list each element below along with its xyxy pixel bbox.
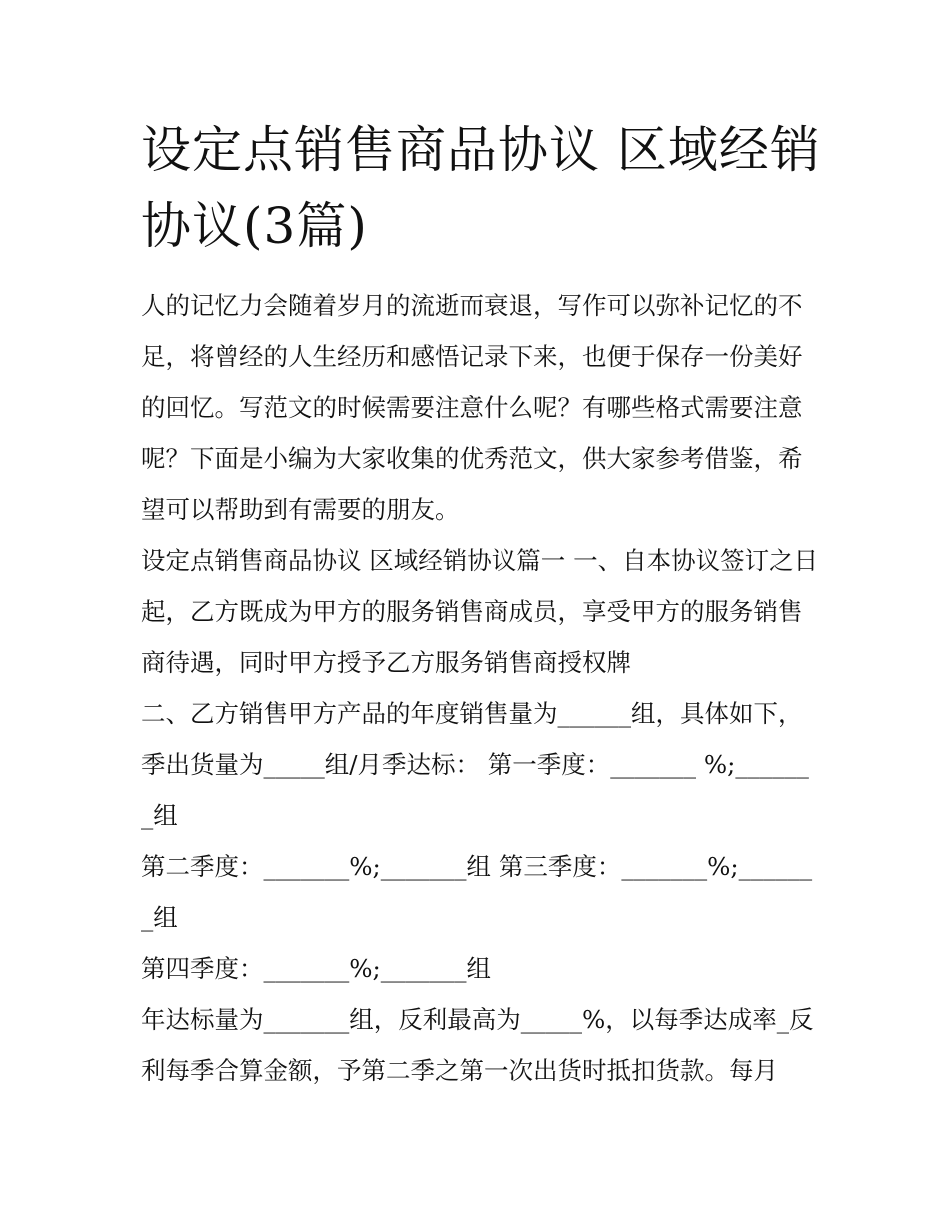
quarter-four-paragraph: 第四季度：_______%;_______组 <box>141 954 492 983</box>
quarter-two-three-paragraph: 第二季度：_______%;_______组 第三季度：_______%;_______组 <box>141 852 813 932</box>
document-title: 设定点销售商品协议 区域经销协议(3篇) <box>141 121 821 255</box>
annual-target-paragraph: 年达标量为_______组，反利最高为_____%，以每季达成率_反利每季合算金额，予第二季之第一次出货时抵扣货款。每月 <box>141 1005 814 1085</box>
intro-paragraph: 人的记忆力会随着岁月的流逝而衰退，写作可以弥补记忆的不足，将曾经的人生经历和感悟记录下来，也便于保存一份美好的回忆。写范文的时候需要注意什么呢？有哪些格式需要注意呢？下面是小编为大家收集的优秀范文，供大家参考借鉴，希望可以帮助到有需要的朋友。 <box>141 291 803 524</box>
clause-two-paragraph: 二、乙方销售甲方产品的年度销售量为______组，具体如下，季出货量为_____组/月季达标： 第一季度：_______ %;_______组 <box>141 699 809 830</box>
clause-one-paragraph: 设定点销售商品协议 区域经销协议篇一 一、自本协议签订之日起，乙方既成为甲方的服务销售商成员，享受甲方的服务销售商待遇，同时甲方授予乙方服务销售商授权牌 <box>141 546 819 677</box>
document-body <box>141 280 821 1096</box>
